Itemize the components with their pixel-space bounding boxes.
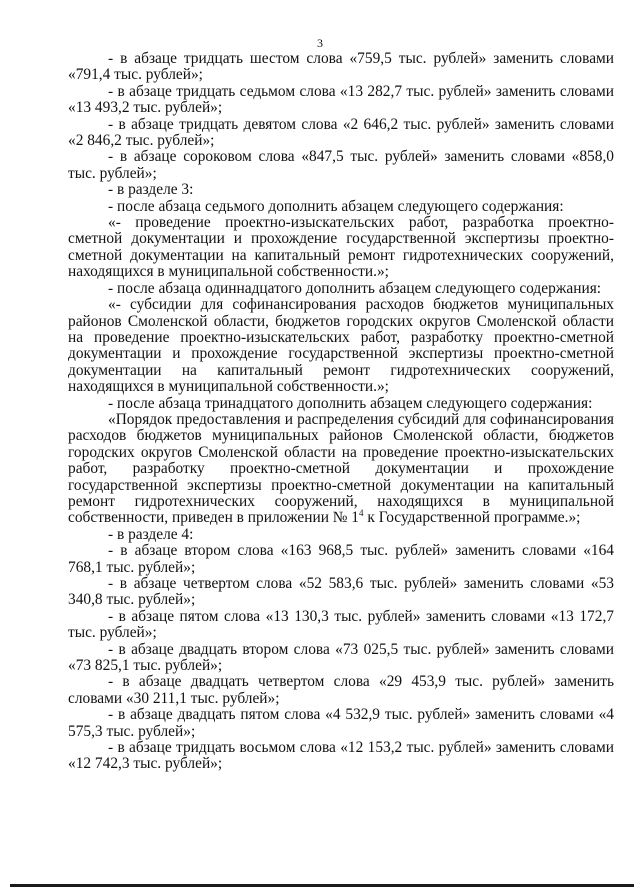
section-heading: - в разделе 3: bbox=[108, 181, 194, 199]
paragraph: - в абзаце четвертом слова «52 583,6 тыс. рублей» заменить словами «53 340,8 тыс. рублей»; bbox=[68, 575, 614, 609]
paragraph: - в абзаце двадцать втором слова «73 025,5 тыс. рублей» заменить словами «73 825,1 тыс. рублей»; bbox=[68, 640, 614, 675]
appendix-reference-paragraph bbox=[68, 412, 614, 527]
paragraph: - в абзаце тридцать восьмом слова «12 153,2 тыс. рублей» заменить словами «12 742,3 тыс. рублей»; bbox=[68, 739, 614, 773]
page-number: 3 bbox=[317, 36, 323, 50]
paragraph: - в абзаце тридцать шестом слова «759,5 тыс. рублей» заменить словами «791,4 тыс. рублей»; bbox=[68, 50, 614, 84]
paragraph: - в абзаце тридцать девятом слова «2 646,2 тыс. рублей» заменить словами «2 846,2 тыс. рублей»; bbox=[68, 115, 614, 150]
paragraph: - в абзаце сороковом слова «847,5 тыс. рублей» заменить словами «858,0 тыс. рублей»; bbox=[68, 148, 614, 182]
appendix-text-end: к Государственной программе.»; bbox=[363, 509, 581, 527]
paragraph: - после абзаца тринадцатого дополнить абзацем следующего содержания: bbox=[108, 394, 593, 412]
appendix-superscript: 4 bbox=[359, 508, 364, 519]
appendix-text: «Порядок предоставления и распределения субсидий для софинансирования расходов бюджетов муниципальных районов Смоленской области, бюджетов городских округов Смоленской области на проведение проектно-изыскательских работ, разработку проектно-сметной документации и прохождение государственной экспертизы проектно-сметной документации на капитальный ремонт гидротехнических сооружений, находящихся в муниципальной собственности, приведен в приложении № 1 bbox=[68, 410, 614, 527]
scan-edge-divider bbox=[10, 884, 634, 887]
section-heading: - в разделе 4: bbox=[108, 525, 194, 543]
quoted-paragraph: «- проведение проектно-изыскательских работ, разработка проектно-сметной документации и прохождение государственной экспертизы проектно-сметной документации на капитальный ремонт гидротехнических сооружений, находящихся в муниципальной собственности.»; bbox=[68, 214, 614, 281]
paragraph: - в абзаце втором слова «163 968,5 тыс. рублей» заменить словами «164 768,1 тыс. рублей»; bbox=[68, 542, 614, 576]
paragraph: - после абзаца седьмого дополнить абзацем следующего содержания: bbox=[108, 197, 564, 215]
paragraph: - в абзаце тридцать седьмом слова «13 282,7 тыс. рублей» заменить словами «13 493,2 тыс. рублей»; bbox=[68, 82, 614, 117]
paragraph: - после абзаца одиннадцатого дополнить абзацем следующего содержания: bbox=[108, 279, 602, 297]
document-body bbox=[68, 51, 614, 773]
paragraph: - в абзаце двадцать четвертом слова «29 453,9 тыс. рублей» заменить словами «30 211,1 тыс. рублей»; bbox=[68, 673, 614, 707]
paragraph: - в абзаце двадцать пятом слова «4 532,9 тыс. рублей» заменить словами «4 575,3 тыс. рублей»; bbox=[68, 706, 614, 740]
quoted-paragraph: «- субсидии для софинансирования расходов бюджетов муниципальных районов Смоленской области, бюджетов городских округов Смоленской области на проведение проектно-изыскательских работ, разработку проектно-сметной документации и прохождение государственной экспертизы проектно-сметной документации на капитальный ремонт гидротехнических сооружений, находящихся в муниципальной собственности.»; bbox=[68, 296, 614, 396]
paragraph: - в абзаце пятом слова «13 130,3 тыс. рублей» заменить словами «13 172,7 тыс. рублей»; bbox=[68, 607, 614, 642]
